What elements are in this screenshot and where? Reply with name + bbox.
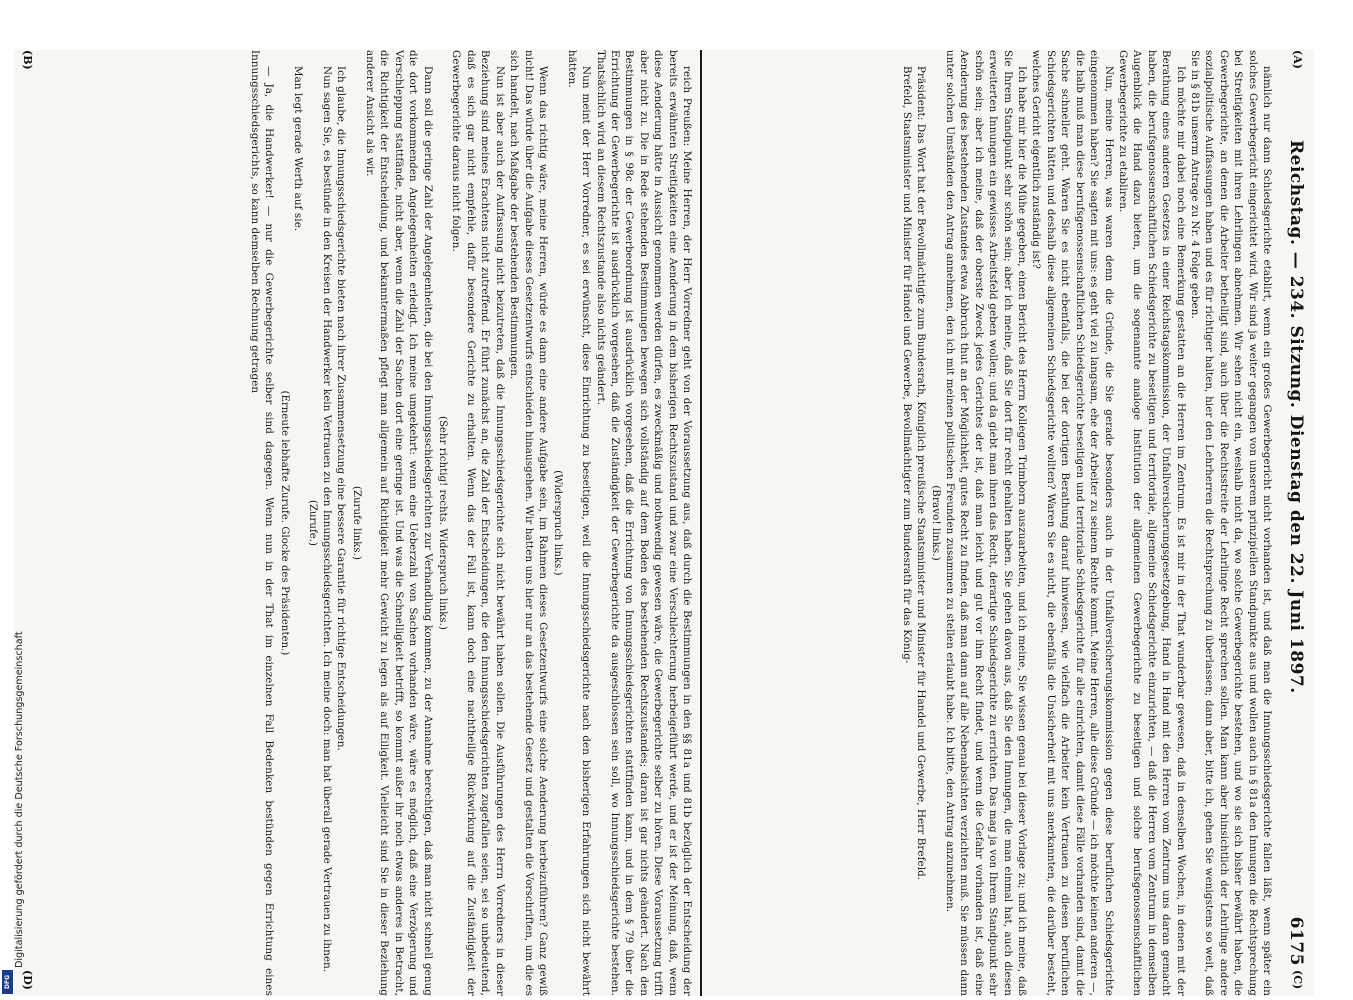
paragraph: nämlich nur dann Schiedsgerichte etablirt, wenn ein großes Gewerbegericht nicht vorhanden ist, und daß man die Innungsschiedsgerichte fallen läßt, wenn später ein solches Gewerbegericht eingerichtet wird. Wir sind ja weiter gegangen von unserem prinzipiellen Standpunkte aus und wollen auch in § 81a den Innungen die Rechtsprechung bei Streitigkeiten mit ihren Lehrlingen abnehmen. Wir sehen nicht ein, weshalb nicht da, wo solche Gewerbegerichte bestehen, und wo sie sich bisher bewährt haben, die Gewerbegerichte, an denen die Arbeiter betheiligt sind, auch über die Rechtsstreite der Lehrlinge Recht sprechen sollen. Man kann aber hinsichtlich der Lehrlinge andere sozialpolitische Auffassungen haben und es für richtiger halten, hier den Lehrherren die Rechtsprechung zu überlassen; dann aber, bitte ich, gehen Sie wenigstens so weit, daß Sie in § 81b unserm Antrage zu Nr. 4 Folge geben. [1188,50,1273,996]
paragraph: Ich habe mir hier die Mühe gegeben, einen Bericht des Herrn Kollegen Trimborn auszuarbeiten, und ich meine, Sie wissen genau bei dieser Vorlage zu; und ich meine, daß Sie Ihrem Standpunkt sehr schön sein; aber ich meine, daß Sie dort für recht gehalten haben. Sie gehen davon aus, daß Sie den Innungen, die man einmal hat, auch diesen erweiterten Innungen ein gewisses Arbeitsfeld geben wollen; und da giebt man ihnen das Recht, derartige Schiedsgerichte zu errichten. Das mag ja von Ihrem Standpunkt sehr schön sein; aber ich meine, daß der oberste Zweck jedes Gerichtes der ist, daß man leicht und gut vor ihm Recht findet, und wenn die Gefahr vorhanden ist, daß eine Aenderung des bestehenden Zustandes etwa Abbruch thut an der Möglichkeit, gutes Recht zu finden, daß man dann auf alle Nebenabsichten verzichten muß. Sie müssen dann unter solchen Umständen den Antrag annehmen, den ich mit meinen politischen Freunden zusammen zu stellen erlaubt habe. Ich bitte, den Antrag anzunehmen. [944,50,1029,996]
paragraph: Nun meint der Herr Vorredner, es sei erwünscht, diese Einrichtung zu beseitigen, weil die Innungsschiedsgerichte nach den bisherigen Erfahrungen sich nicht bewährt hätten. [565,50,593,996]
page-number: 6175 [1286,916,1306,966]
margin-marker-a: (A) [1291,50,1304,69]
paragraph: reich Preußen: Meine Herren, der Herr Vorredner geht von der Voraussetzung aus, daß durch die Bestimmungen in den §§ 81a und 81b bezüglich der Entscheidung der bereits erwähnten Streitigkeiten eine Aenderung in dem bisherigen Rechtszustand und zwar eine Verschlechterung herbeigeführt werde, und er ist der Meinung, daß, wenn diese Aenderung hätte in Aussicht genommen werden dürfen, es zweckmäßig und nothwendig gewesen wäre, die Gewerbegerichte selber zu hören. Diese Voraussetzung trifft aber nicht zu. Die in Rede stehenden Bestimmungen bewegen sich vollständig auf dem Boden des bestehenden Rechtszustandes; daran ist gar nichts geändert. Nach den Bestimmungen in § 98c der Gewerbeordnung ist ausdrücklich vorgesehen, daß die Errichtung von Innungsschiedsgerichten stattfinden kann, und in dem § 79 über die Errichtung der Gewerbegerichte ist ausdrücklich vorgesehen, daß die Zuständigkeit der Gewerbegerichte da ausgeschlossen sein soll, wo Innungsschiedsgerichte bestehen. Thatsächlich wird an diesem Rechtszustande also nichts geändert. [594,50,693,996]
paragraph: Brefeld, Staatsminister und Minister für Handel und Gewerbe, Bevollmächtigter zum Bundesrath für das König- [900,66,913,664]
scanned-page [14,50,1314,996]
margin-marker-c: (C) [1291,970,1304,990]
interjection: (Erneute lebhafte Zurufe. Glocke des Präsidenten.) [278,390,290,656]
margin-marker-d: (D) [21,970,34,990]
interjection: (Widerspruch links.) [552,470,564,576]
dfg-logo-icon: DFG [2,970,13,994]
page-content [14,50,1314,996]
running-head: Reichstag. — 234. Sitzung. Dienstag den 22. Juni 1897. [1286,140,1306,694]
paragraph: Nun ist aber auch der Auffassung nicht beizutreten, daß die Innungsschiedsgerichte sich nicht bewährt haben sollen. Die Ausführungen des Herrn Vorredners in dieser Beziehung sind meines Erachtens nicht zutreffend. Er führt zunächst an, die Zahl der Entscheidungen, die den Innungsschiedsgerichten zugefallen seien, sei so unbedeutend, daß es sich gar nicht empfehle, dafür besondere Gerichte zu erhalten. Wenn das der Fall ist, kann doch eine nachtheilige Rückwirkung auf die Zuständigkeit der Gewerbegerichte daraus nicht folgen. [450,50,506,996]
page-header [1272,50,1314,996]
interjection: (Sehr richtig! rechts. Widerspruch links.) [437,416,449,630]
paragraph: Dann soll die geringe Zahl der Angelegenheiten, die bei den Innungsschiedsgerichten zur Verhandlung kommen, zu der Annahme berechtigen, daß man nicht schnell genug die dort vorkommenden Angelegenheiten erledigt. Ich meine umgekehrt: wenn eine Ueberzahl von Sachen vorhanden wäre, wäre es möglich, daß eine Verzögerung und Verschleppung stattfände, nicht aber, wenn die Zahl der Sachen dort eine geringe ist. Und was die Schnelligkeit betrifft, so kommt außer ihr noch etwas anderes in Betracht, die Richtigkeit der Entscheidung, und bekanntermaßen pflegt man allgemein auf Richtigkeit mehr Gewicht zu legen als auf Eiligkeit. Vielleicht sind Sie in dieser Beziehung anderer Ansicht als wir. [364,50,434,996]
paragraph: Präsident: Das Wort hat der Bevollmächtigte zum Bundesrath, Königlich preußische Staatsminister und Minister für Handel und Gewerbe, Herr Brefeld. [915,66,928,881]
paragraph: Ich möchte mir dabei noch eine Bemerkung gestatten an die Herren im Zentrum. Es ist mir in der That wunderbar gewesen, daß in denselben Wochen, in denen mit der Berathung eines anderen Gesetzes in einer Reichstagskommission, der Unfallversicherungsgesetzgebung, Hand in Hand mit den Herren vom Zentrum uns daran gemacht haben, die berufsgenossenschaftlichen Schiedsgerichte zu beseitigen und territoriale, allgemeine Schiedsgerichte einzurichten, — daß die Herren vom Zentrum in demselben Augenblick die Hand dazu bieten, um die sogenannte analoge Institution der allgemeinen Gewerbegerichte zu beseitigen und solche berufsgenossenschaftlichen Gewerbegerichte zu etabliren. [1116,50,1187,996]
paragraph: Nun, meine Herren, was waren denn die Gründe, die Sie gerade besonders auch in der Unfallversicherungskommission gegen diese beruflichen Schiedsgerichte eingenommen haben? Sie sagten mit uns: es geht viel zu langsam, ehe der Arbeiter zu seinem Rechte kommt. Meine Herren, alle diese Gründe — ich möchte keinen anderen —, die halb muß man diese berufsgenossenschaftlichen Schiedsgerichte beseitigen und territoriale Schiedsgerichte für alle einrichten, damit diese Fälle vorhanden sind, damit die Sache schneller geht. Waren Sie es nicht ebenfalls, die bei der dortigen Berathung darauf hinwiesen, wie vielfach die Arbeiter kein Vertrauen zu diesen beruflichen Schiedsgerichten hätten und deshalb diese allgemeinen Schiedsgerichte wollten? Waren Sie es nicht, die ebenfalls die Unsicherheit mit uns anerkannten, die darüber besteht, welches Gericht eigentlich zuständig ist? [1030,50,1115,996]
paragraph: Nun sagen Sie, es bestünde in den Kreisen der Handwerker kein Vertrauen zu den Innungsschiedsgerichten. Ich meine doch: man hat überall gerade Vertrauen zu ihnen. [320,66,333,973]
interjection: (Zurufe links.) [350,486,362,560]
paragraph: Man legt gerade Werth auf sie. [292,66,305,232]
credit-text: Digitalisierung gefördert durch die Deutsche Forschungsgemeinschaft [14,631,25,968]
paragraph: — Ja, die Handwerker! — nur die Gewerbegerichte selber sind dagegen. Wenn nun in der That im einzelnen Fall Bedenken bestünden gegen Errichtung eines Innungsschiedsgerichts, so kann demselben Rechnung getragen [248,50,276,996]
interjection: (Zurufe.) [307,499,319,547]
column-left [899,50,1274,996]
paragraph: Ich glaube, die Innungsschiedsgerichte bieten nach ihrer Zusammensetzung eine bessere Garantie für richtige Entscheidungen. [335,66,348,751]
column-divider [701,50,703,996]
funding-credit [0,0,25,1000]
interjection: (Bravo! links.) [929,485,942,561]
paragraph: Wenn das richtig wäre, meine Herren, würde es dann eine andere Aufgabe sein, im Rahmen dieses Gesetzentwurfs eine solche Aenderung herbeizuführen? Ganz gewiß nicht! Das würde über die Aufgabe dieses Gesetzentwurfs entschieden hinausgehen. Wir hatten uns hier nur an das bestehende Gesetz und gestalten die Vorschriften, um die es sich handelt, nach Maßgabe der bestehenden Bestimmungen. [508,50,549,996]
column-right [247,50,694,996]
margin-marker-b: (B) [21,50,34,70]
